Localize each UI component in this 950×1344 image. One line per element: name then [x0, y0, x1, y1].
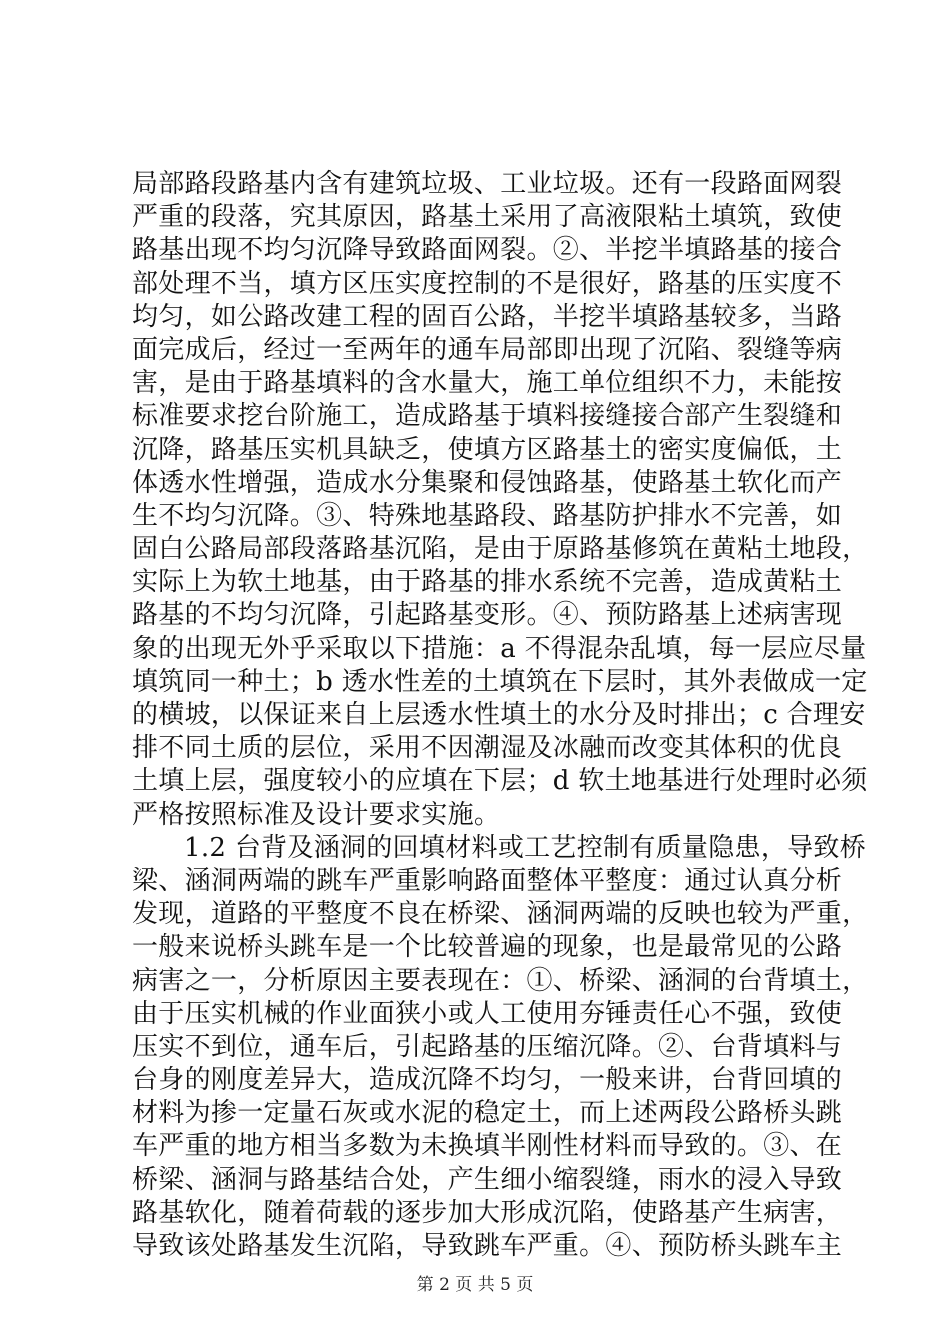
text-line: 害，是由于路基填料的含水量大，施工单位组织不力，未能按 — [132, 368, 843, 399]
text-line: 土填上层，强度较小的应填在下层；d 软土地基进行处理时必须 — [132, 766, 868, 797]
text-line: 车严重的地方相当多数为未换填半刚性材料而导致的。③、在 — [132, 1131, 843, 1162]
text-line: 由于压实机械的作业面狭小或人工使用夯锤责任心不强，致使 — [132, 998, 843, 1029]
text-line: 路基出现不均匀沉降导致路面网裂。②、半挖半填路基的接合 — [132, 235, 843, 266]
text-line: 排不同土质的层位，采用不因潮湿及冰融而改变其体积的优良 — [132, 733, 843, 764]
body-text — [132, 168, 869, 1263]
paragraph-end-line: 严格按照标准及设计要求实施。 — [132, 799, 501, 830]
text-line: 固白公路局部段落路基沉陷，是由于原路基修筑在黄粘土地段， — [132, 534, 869, 565]
text-line: 路基的不均匀沉降，引起路基变形。④、预防路基上述病害现 — [132, 600, 843, 631]
text-line: 均匀，如公路改建工程的固百公路，半挖半填路基较多，当路 — [132, 301, 843, 332]
text-line: 生不均匀沉降。③、特殊地基路段、路基防护排水不完善，如 — [132, 500, 843, 531]
text-line: 压实不到位，通车后，引起路基的压缩沉降。②、台背填料与 — [132, 1031, 843, 1062]
text-line: 台身的刚度差异大，造成沉降不均匀，一般来讲，台背回填的 — [132, 1065, 843, 1096]
text-line: 体透水性增强，造成水分集聚和侵蚀路基，使路基土软化而产 — [132, 467, 843, 498]
text-line: 面完成后，经过一至两年的通车局部即出现了沉陷、裂缝等病 — [132, 334, 843, 365]
text-line: 标准要求挖台阶施工，造成路基于填料接缝接合部产生裂缝和 — [132, 401, 843, 432]
text-line: 导致该处路基发生沉陷，导致跳车严重。④、预防桥头跳车主 — [132, 1231, 843, 1261]
text-line: 发现，道路的平整度不良在桥梁、涵洞两端的反映也较为严重， — [132, 899, 869, 930]
section-heading-line: 1.2 台背及涵洞的回填材料或工艺控制有质量隐患，导致桥 — [184, 832, 867, 863]
text-line: 梁、涵洞两端的跳车严重影响路面整体平整度：通过认真分析 — [132, 865, 843, 896]
text-line: 一般来说桥头跳车是一个比较普遍的现象，也是最常见的公路 — [132, 932, 843, 963]
text-line: 严重的段落，究其原因，路基土采用了高液限粘土填筑，致使 — [132, 202, 843, 233]
text-line: 部处理不当，填方区压实度控制的不是很好，路基的压实度不 — [132, 268, 843, 299]
text-line: 实际上为软土地基，由于路基的排水系统不完善，造成黄粘土 — [132, 567, 843, 598]
text-line: 桥梁、涵洞与路基结合处，产生细小缩裂缝，雨水的浸入导致 — [132, 1164, 843, 1195]
text-line: 局部路段路基内含有建筑垃圾、工业垃圾。还有一段路面网裂 — [132, 169, 843, 199]
page-number-footer: 第 2 页 共 5 页 — [416, 1275, 534, 1295]
text-line: 病害之一，分析原因主要表现在：①、桥梁、涵洞的台背填土， — [132, 965, 869, 996]
text-line: 的横坡，以保证来自上层透水性填土的水分及时排出；c 合理安 — [132, 700, 866, 730]
text-line: 象的出现无外乎采取以下措施：a 不得混杂乱填，每一层应尽量 — [132, 633, 867, 664]
text-line: 沉降，路基压实机具缺乏，使填方区路基土的密实度偏低，土 — [132, 434, 843, 465]
text-line: 材料为掺一定量石灰或水泥的稳定土，而上述两段公路桥头跳 — [132, 1098, 843, 1129]
text-line: 填筑同一种土；b 透水性差的土填筑在下层时，其外表做成一定 — [132, 666, 868, 697]
text-line: 路基软化，随着荷载的逐步加大形成沉陷，使路基产生病害， — [132, 1197, 843, 1228]
